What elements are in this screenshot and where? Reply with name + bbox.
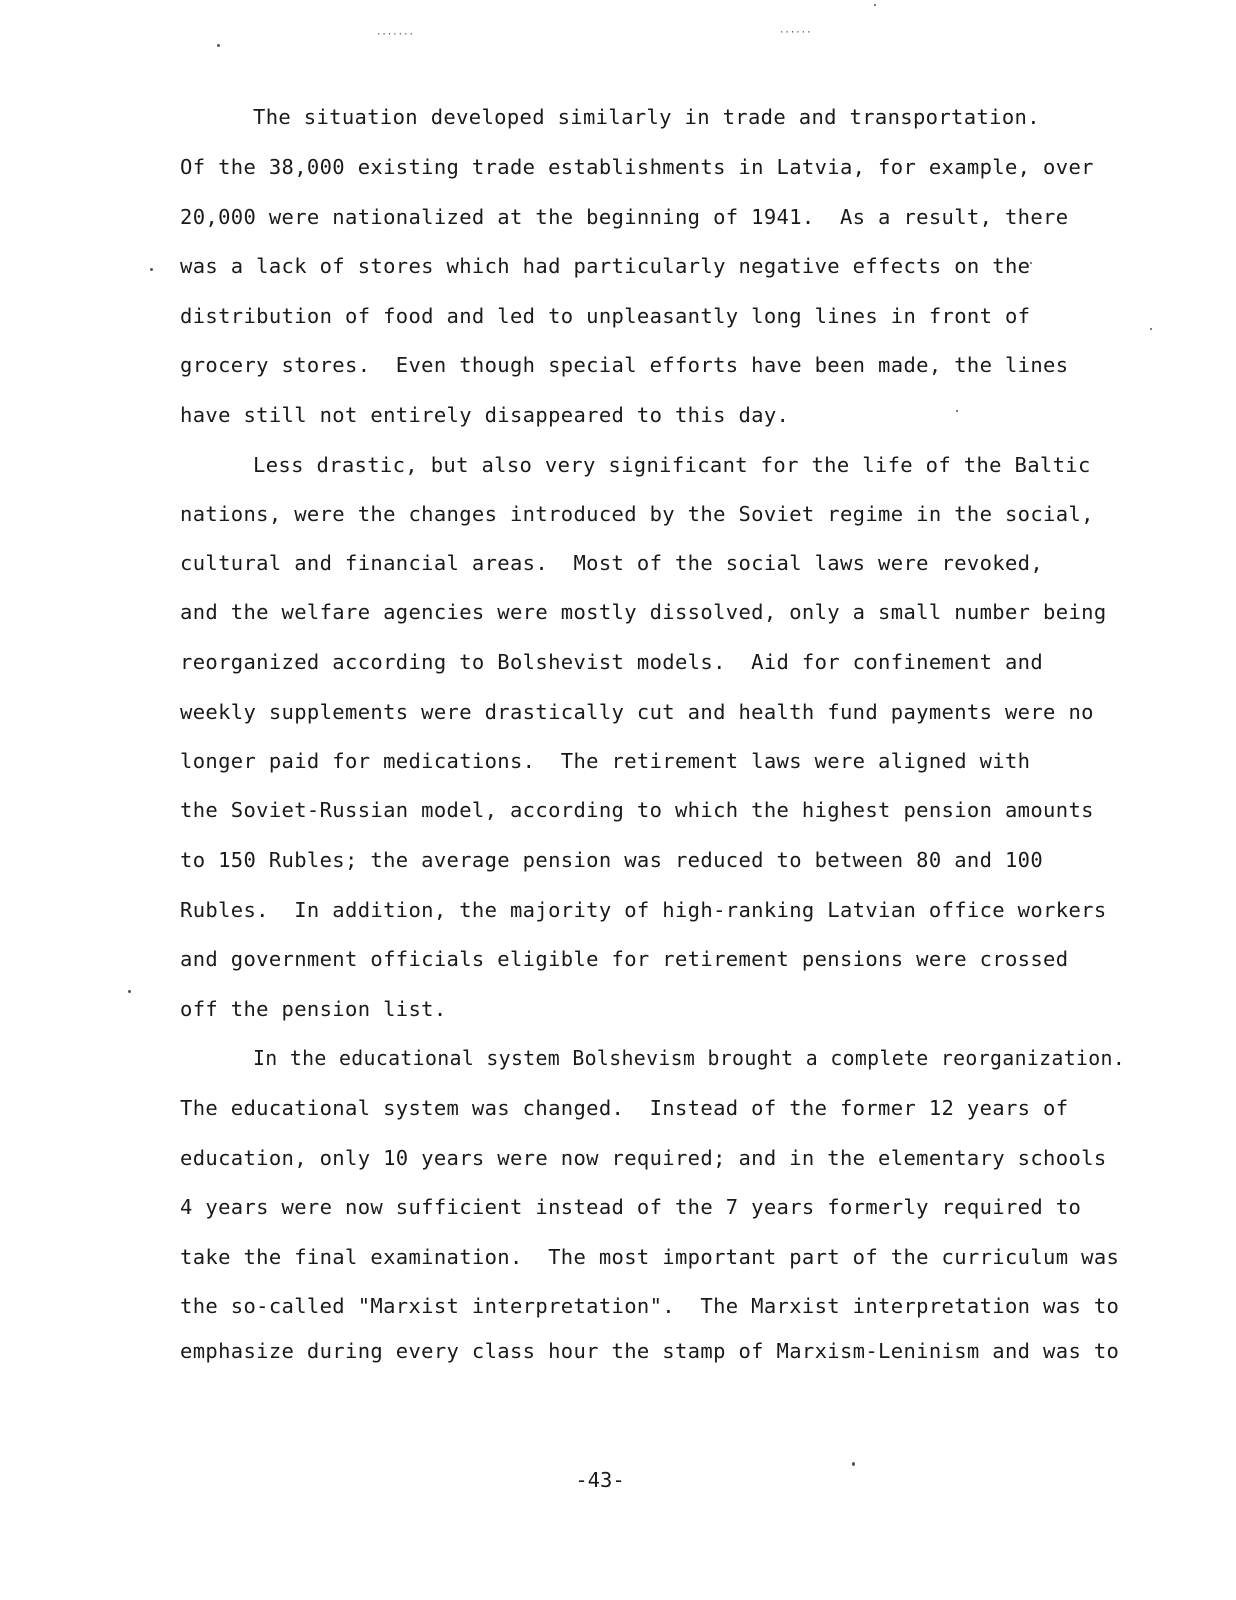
text-line: Of the 38,000 existing trade establishments in Latvia, for example, over <box>180 155 1094 179</box>
text-line: education, only 10 years were now required; and in the elementary schools <box>180 1146 1107 1170</box>
scan-speck <box>150 268 153 271</box>
scan-speck <box>956 410 958 412</box>
text-line: The educational system was changed. Instead of the former 12 years of <box>180 1096 1069 1120</box>
scan-speck <box>874 4 876 6</box>
text-line: off the pension list. <box>180 997 447 1021</box>
text-line: take the final examination. The most important part of the curriculum was <box>180 1245 1120 1269</box>
scan-speck <box>1150 328 1152 330</box>
scan-speck <box>128 990 131 993</box>
text-line: Less drastic, but also very significant for the life of the Baltic <box>253 453 1091 477</box>
text-line: reorganized according to Bolshevist models. Aid for confinement and <box>180 650 1044 674</box>
text-line: longer paid for medications. The retirement laws were aligned with <box>180 749 1031 773</box>
page-number: -43- <box>575 1468 625 1492</box>
text-line: cultural and financial areas. Most of the social laws were revoked, <box>180 551 1044 575</box>
text-line: the so-called "Marxist interpretation". The Marxist interpretation was to <box>180 1294 1120 1318</box>
text-line: The situation developed similarly in trade and transportation. <box>253 105 1040 129</box>
text-line: grocery stores. Even though special efforts have been made, the lines <box>180 353 1069 377</box>
text-line: nations, were the changes introduced by the Soviet regime in the social, <box>180 502 1094 526</box>
text-line: Rubles. In addition, the majority of high-ranking Latvian office workers <box>180 898 1107 922</box>
text-line: have still not entirely disappeared to this day. <box>180 403 790 427</box>
text-line: the Soviet-Russian model, according to which the highest pension amounts <box>180 798 1094 822</box>
text-line: and government officials eligible for retirement pensions were crossed <box>180 947 1069 971</box>
text-line: 4 years were now sufficient instead of the 7 years formerly required to <box>180 1195 1082 1219</box>
text-line: emphasize during every class hour the stamp of Marxism-Leninism and was to <box>180 1339 1120 1363</box>
text-line: distribution of food and led to unpleasantly long lines in front of <box>180 304 1031 328</box>
text-line: was a lack of stores which had particularly negative effects on the <box>180 254 1031 278</box>
text-line: weekly supplements were drastically cut and health fund payments were no <box>180 700 1094 724</box>
text-line: 20,000 were nationalized at the beginning of 1941. As a result, there <box>180 205 1069 229</box>
text-line: In the educational system Bolshevism brought a complete reorganization. <box>253 1046 1126 1070</box>
scan-speck <box>217 44 220 47</box>
scan-speck <box>852 1462 855 1466</box>
text-line: to 150 Rubles; the average pension was reduced to between 80 and 100 <box>180 848 1044 872</box>
scan-artifact: ······ <box>779 28 812 38</box>
text-line: and the welfare agencies were mostly dissolved, only a small number being <box>180 600 1107 624</box>
scan-artifact: ······· <box>376 30 414 40</box>
